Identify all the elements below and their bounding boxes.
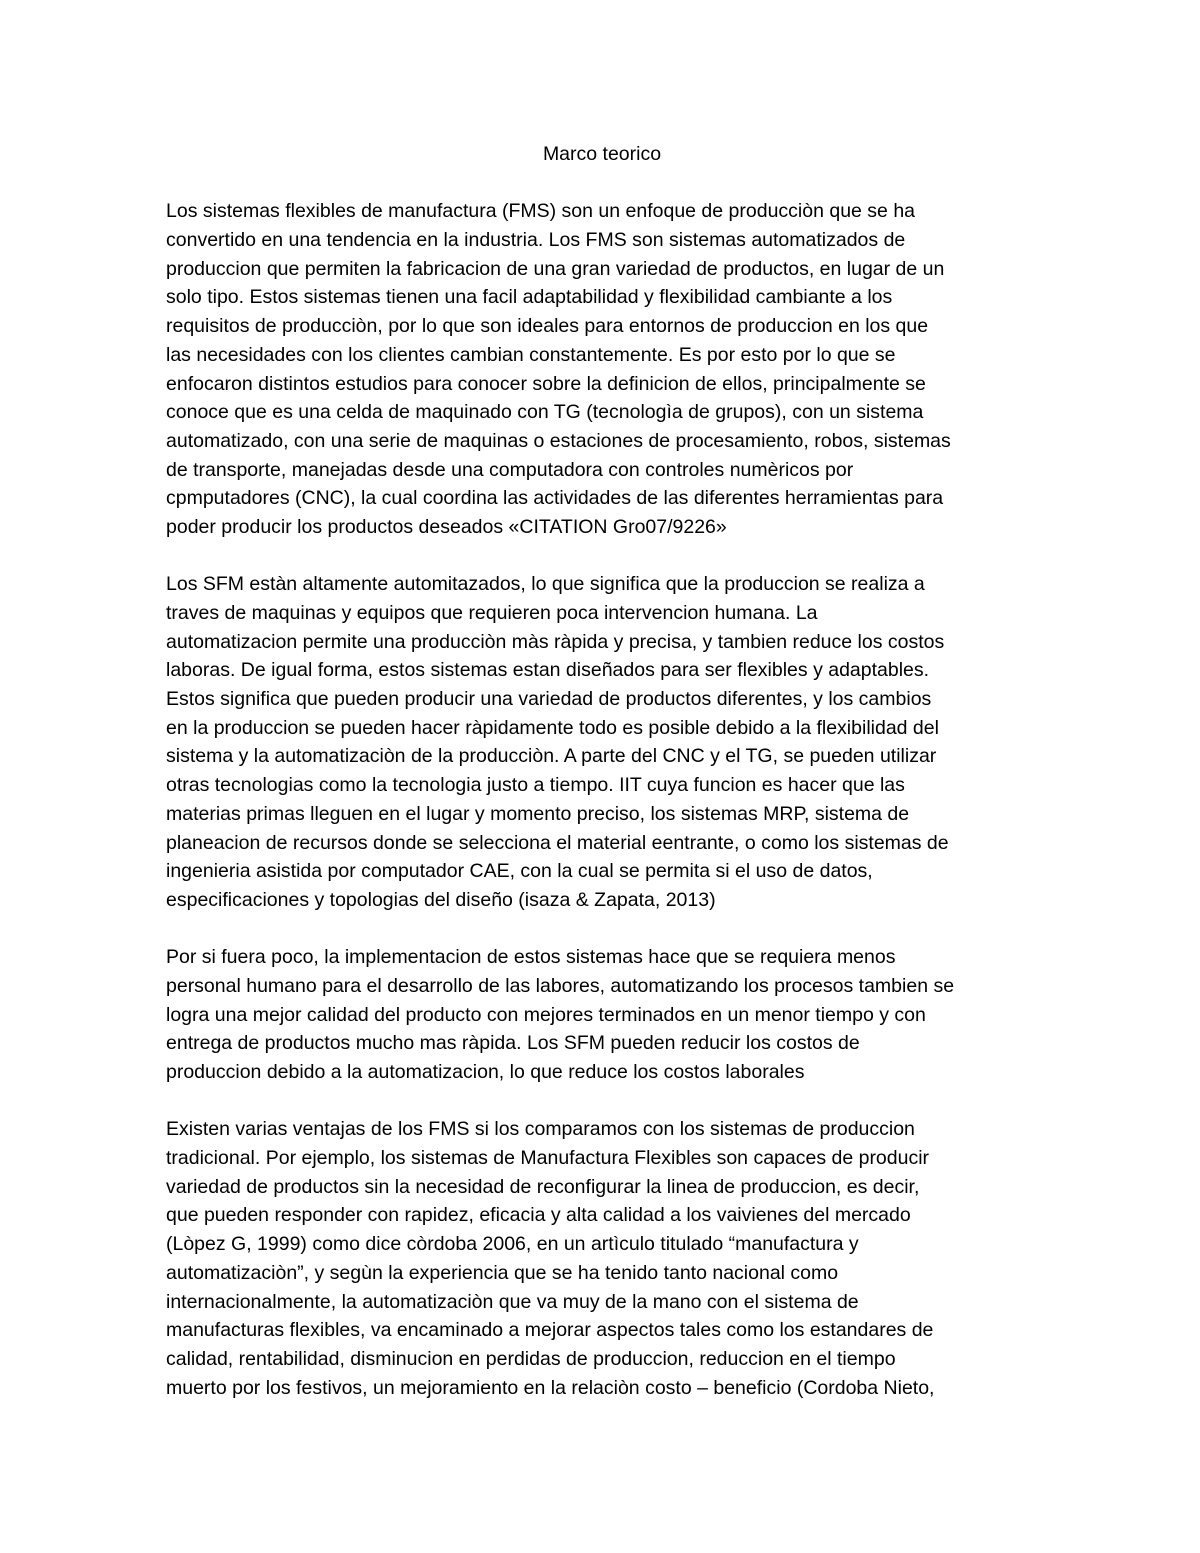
document-title: Marco teorico: [542, 143, 662, 165]
text-line: que pueden responder con rapidez, eficacia y alta calidad a los vaivienes del mercado: [166, 1204, 911, 1227]
text-line: requisitos de producciòn, por lo que son ideales para entornos de produccion en los que: [166, 315, 929, 338]
text-line: conoce que es una celda de maquinado con TG (tecnologìa de grupos), con un sistema: [166, 401, 924, 424]
paragraph: [166, 1115, 1038, 1402]
text-line: (Lòpez G, 1999) como dice còrdoba 2006, en un artìculo titulado “manufactura y: [166, 1233, 859, 1256]
text-line: enfocaron distintos estudios para conocer sobre la definicion de ellos, principalmente se: [166, 372, 926, 395]
text-line: en la produccion se pueden hacer ràpidamente todo es posible debido a la flexibilidad del: [166, 716, 939, 739]
text-line: internacionalmente, la automatizaciòn que va muy de la mano con el sistema de: [166, 1290, 859, 1313]
text-line: variedad de productos sin la necesidad de reconfigurar la linea de produccion, es decir,: [166, 1175, 920, 1198]
text-line: poder producir los productos deseados «CITATION Gro07/9226»: [166, 515, 727, 538]
text-line: logra una mejor calidad del producto con mejores terminados en un menor tiempo y con: [166, 1003, 926, 1026]
paragraph: [166, 570, 1038, 914]
text-line: produccion que permiten la fabricacion de una gran variedad de productos, en lugar de un: [166, 257, 945, 280]
text-line: otras tecnologias como la tecnologia justo a tiempo. IIT cuya funcion es hacer que las: [166, 774, 905, 797]
text-line: entrega de productos mucho mas ràpida. Los SFM pueden reducir los costos de: [166, 1032, 860, 1055]
text-line: automatizado, con una serie de maquinas o estaciones de procesamiento, robos, sistemas: [166, 429, 951, 452]
text-line: cpmputadores (CNC), la cual coordina las actividades de las diferentes herramientas para: [166, 487, 944, 510]
text-line: Los sistemas flexibles de manufactura (FMS) son un enfoque de producciòn que se ha: [166, 200, 916, 223]
text-line: Los SFM estàn altamente automitazados, lo que significa que la produccion se realiza a: [166, 573, 925, 596]
text-line: convertido en una tendencia en la industria. Los FMS son sistemas automatizados de: [166, 229, 906, 252]
text-line: ingenieria asistida por computador CAE, con la cual se permita si el uso de datos,: [166, 860, 873, 883]
text-line: produccion debido a la automatizacion, lo que reduce los costos laborales: [166, 1061, 805, 1084]
text-line: Estos significa que pueden producir una variedad de productos diferentes, y los cambios: [166, 688, 932, 711]
text-line: solo tipo. Estos sistemas tienen una facil adaptabilidad y flexibilidad cambiante a los: [166, 286, 893, 309]
text-line: traves de maquinas y equipos que requieren poca intervencion humana. La: [166, 602, 818, 625]
text-line: manufacturas flexibles, va encaminado a mejorar aspectos tales como los estandares de: [166, 1319, 934, 1342]
text-line: materias primas lleguen en el lugar y momento preciso, los sistemas MRP, sistema de: [166, 802, 910, 825]
text-line: Existen varias ventajas de los FMS si los comparamos con los sistemas de produccion: [166, 1118, 915, 1141]
paragraph: [166, 197, 1038, 541]
text-line: sistema y la automatizaciòn de la producciòn. A parte del CNC y el TG, se pueden utilizar: [166, 745, 937, 768]
text-line: tradicional. Por ejemplo, los sistemas de Manufactura Flexibles son capaces de producir: [166, 1147, 930, 1170]
paragraph-container: [166, 197, 1038, 1402]
text-line: automatizaciòn”, y segùn la experiencia que se ha tenido tanto nacional como: [166, 1261, 839, 1284]
document-body: [166, 140, 1038, 1431]
text-line: calidad, rentabilidad, disminucion en perdidas de produccion, reduccion en el tiempo: [166, 1347, 896, 1370]
text-line: laboras. De igual forma, estos sistemas estan diseñados para ser flexibles y adaptables.: [166, 659, 930, 682]
text-line: personal humano para el desarrollo de las labores, automatizando los procesos tambien se: [166, 974, 955, 997]
text-line: especificaciones y topologias del diseño (isaza & Zapata, 2013): [166, 888, 716, 911]
text-line: planeacion de recursos donde se selecciona el material eentrante, o como los sistemas de: [166, 831, 949, 854]
text-line: de transporte, manejadas desde una computadora con controles numèricos por: [166, 458, 854, 481]
paragraph: [166, 943, 1038, 1086]
text-line: automatizacion permite una producciòn màs ràpida y precisa, y tambien reduce los costos: [166, 630, 945, 653]
text-line: muerto por los festivos, un mejoramiento en la relaciòn costo – beneficio (Cordoba Nieto,: [166, 1376, 935, 1399]
text-line: las necesidades con los clientes cambian constantemente. Es por esto por lo que se: [166, 343, 896, 366]
text-line: Por si fuera poco, la implementacion de estos sistemas hace que se requiera menos: [166, 946, 896, 969]
